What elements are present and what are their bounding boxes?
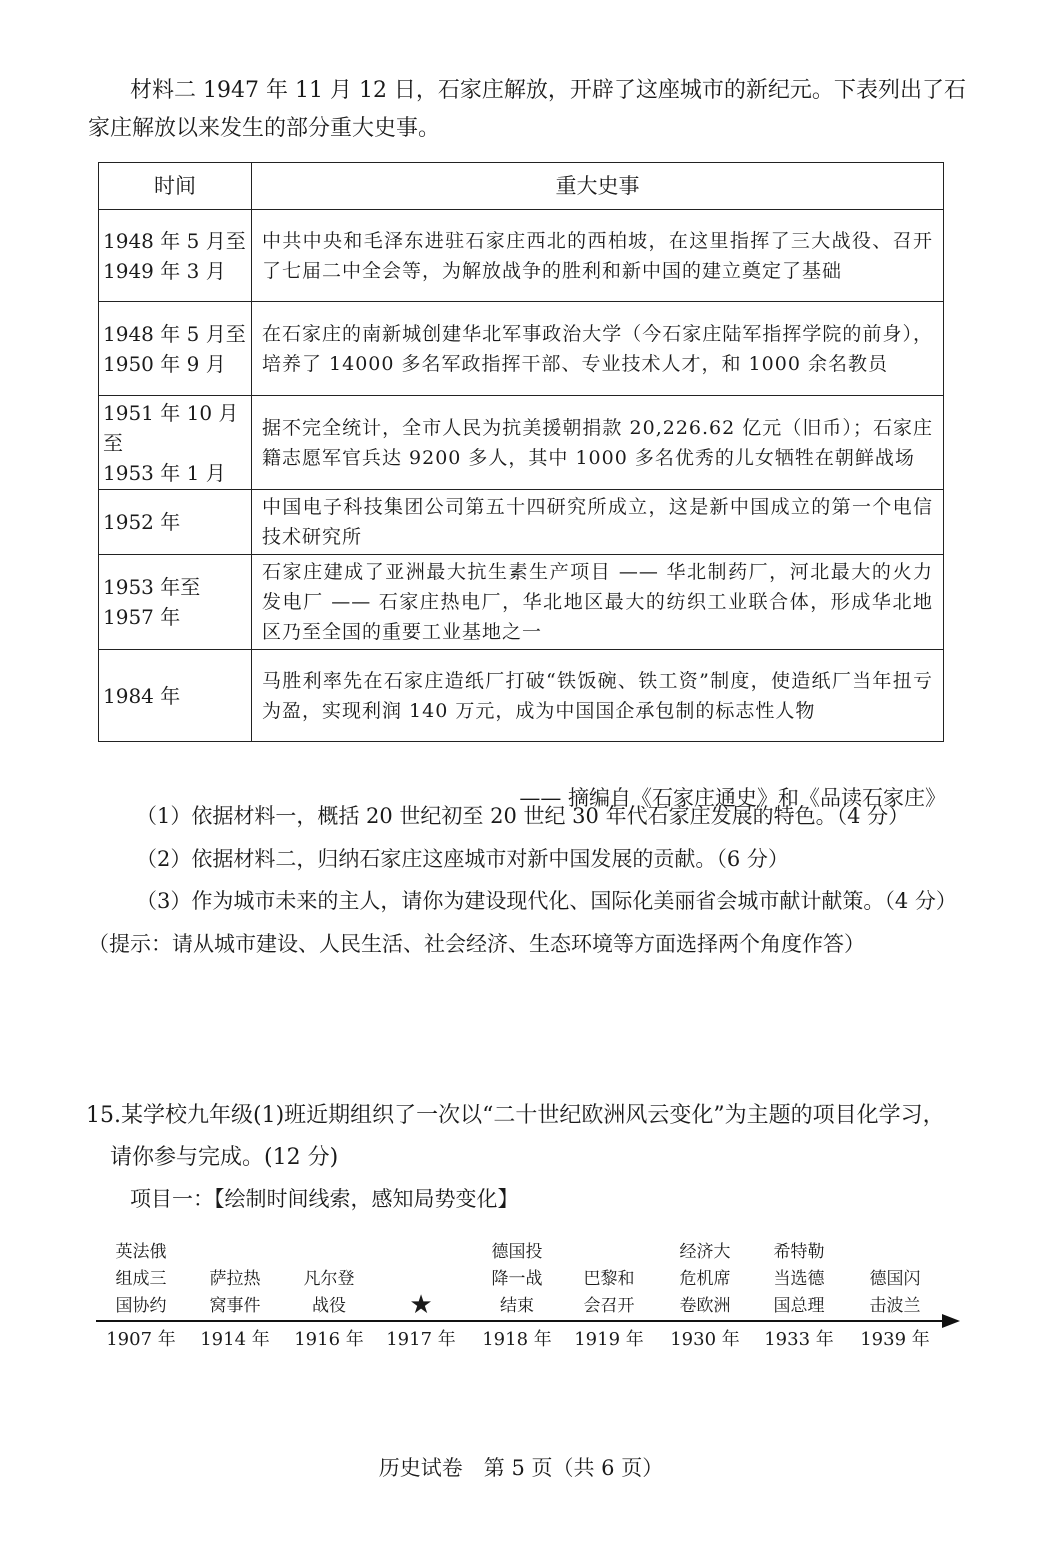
timeline-year: 1918 年: [482, 1329, 552, 1350]
question-2: （2）依据材料二，归纳石家庄这座城市对新中国发展的贡献。（6 分）: [136, 847, 789, 871]
row-time: 1948 年 5 月至 1950 年 9 月: [99, 302, 252, 396]
header-event: 重大史事: [252, 163, 944, 210]
timeline-year: 1914 年: [200, 1329, 270, 1350]
row-time: 1984 年: [99, 650, 252, 742]
timeline-year: 1907 年: [106, 1329, 176, 1350]
table-row: [99, 302, 944, 396]
row-time: 1953 年至 1957 年: [99, 555, 252, 650]
row-time: 1951 年 10 月至 1953 年 1 月: [99, 396, 252, 490]
question-3: （3）作为城市未来的主人，请你为建设现代化、国际化美丽省会城市献计献策。（4 分）: [136, 889, 957, 913]
question-hint: （提示：请从城市建设、人民生活、社会经济、生态环境等方面选择两个角度作答）: [88, 932, 865, 956]
table-header-row: [99, 163, 944, 210]
timeline-event: 凡尔登 战役: [303, 1269, 355, 1316]
question-15-line2: 请你参与完成。(12 分): [110, 1145, 339, 1170]
material2-intro: 材料二 1947 年 11 月 12 日，石家庄解放，开辟了这座城市的新纪元。下表列出了石家庄解放以来发生的部分重大史事。: [88, 78, 966, 141]
timeline-event: 希特勒 当选德 国总理: [773, 1242, 825, 1316]
table-source: —— 摘编自《石家庄通史》和《品读石家庄》: [519, 786, 946, 810]
table-row: [99, 396, 944, 490]
row-event: 据不完全统计，全市人民为抗美援朝捐款 20,226.62 亿元（旧币）；石家庄籍志愿军官兵达 9200 多人，其中 1000 多名优秀的儿女牺牲在朝鲜战场: [252, 396, 944, 490]
row-event: 马胜利率先在石家庄造纸厂打破“铁饭碗、铁工资”制度，使造纸厂当年扭亏为盈，实现利润 140 万元，成为中国国企承包制的标志性人物: [252, 650, 944, 742]
timeline-year: 1917 年: [386, 1329, 456, 1350]
timeline-event: 德国投 降一战 结束: [491, 1242, 543, 1316]
timeline-star-icon: ★: [409, 1290, 433, 1320]
row-event: 中国电子科技集团公司第五十四研究所成立，这是新中国成立的第一个电信技术研究所: [252, 490, 944, 555]
table-row: [99, 210, 944, 302]
table-row: [99, 490, 944, 555]
row-event: 中共中央和毛泽东进驻石家庄西北的西柏坡，在这里指挥了三大战役、召开了七届二中全会等，为解放战争的胜利和新中国的建立奠定了基础: [252, 210, 944, 302]
question-15-line1: 15.某学校九年级(1)班近期组织了一次以“二十世纪欧洲风云变化”为主题的项目化学习，: [86, 1103, 945, 1128]
project-1-title: 项目一：【绘制时间线索，感知局势变化】: [130, 1187, 519, 1211]
row-event: 石家庄建成了亚洲最大抗生素生产项目 —— 华北制药厂，河北最大的火力发电厂 —— 石家庄热电厂，华北地区最大的纺织工业联合体，形成华北地区乃至全国的重要工业基地之一: [252, 555, 944, 650]
timeline-event: 巴黎和 会召开: [583, 1269, 635, 1316]
timeline-year: 1939 年: [860, 1329, 930, 1350]
timeline-axis: [96, 1320, 946, 1322]
timeline-year: 1919 年: [574, 1329, 644, 1350]
row-event: 在石家庄的南新城创建华北军事政治大学（今石家庄陆军指挥学院的前身），培养了 14000 多名军政指挥干部、专业技术人才，和 1000 余名教员: [252, 302, 944, 396]
table-row: [99, 555, 944, 650]
row-time: 1948 年 5 月至 1949 年 3 月: [99, 210, 252, 302]
table-row: [99, 650, 944, 742]
row-time: 1952 年: [99, 490, 252, 555]
timeline-year: 1930 年: [670, 1329, 740, 1350]
timeline-year: 1933 年: [764, 1329, 834, 1350]
timeline-year: 1916 年: [294, 1329, 364, 1350]
page-footer: 历史试卷 第 5 页（共 6 页）: [378, 1456, 664, 1480]
timeline-event: 德国闪 击波兰: [869, 1269, 921, 1316]
header-time: 时间: [99, 163, 252, 210]
question-1: （1）依据材料一，概括 20 世纪初至 20 世纪 30 年代石家庄发展的特色。（4 分）: [136, 804, 910, 828]
timeline-event: 萨拉热 窝事件: [209, 1269, 261, 1316]
timeline-event: 英法俄 组成三 国协约: [115, 1242, 167, 1316]
timeline-arrow-icon: [942, 1314, 960, 1328]
timeline-event: 经济大 危机席 卷欧洲: [679, 1242, 731, 1316]
history-table: [98, 162, 944, 742]
